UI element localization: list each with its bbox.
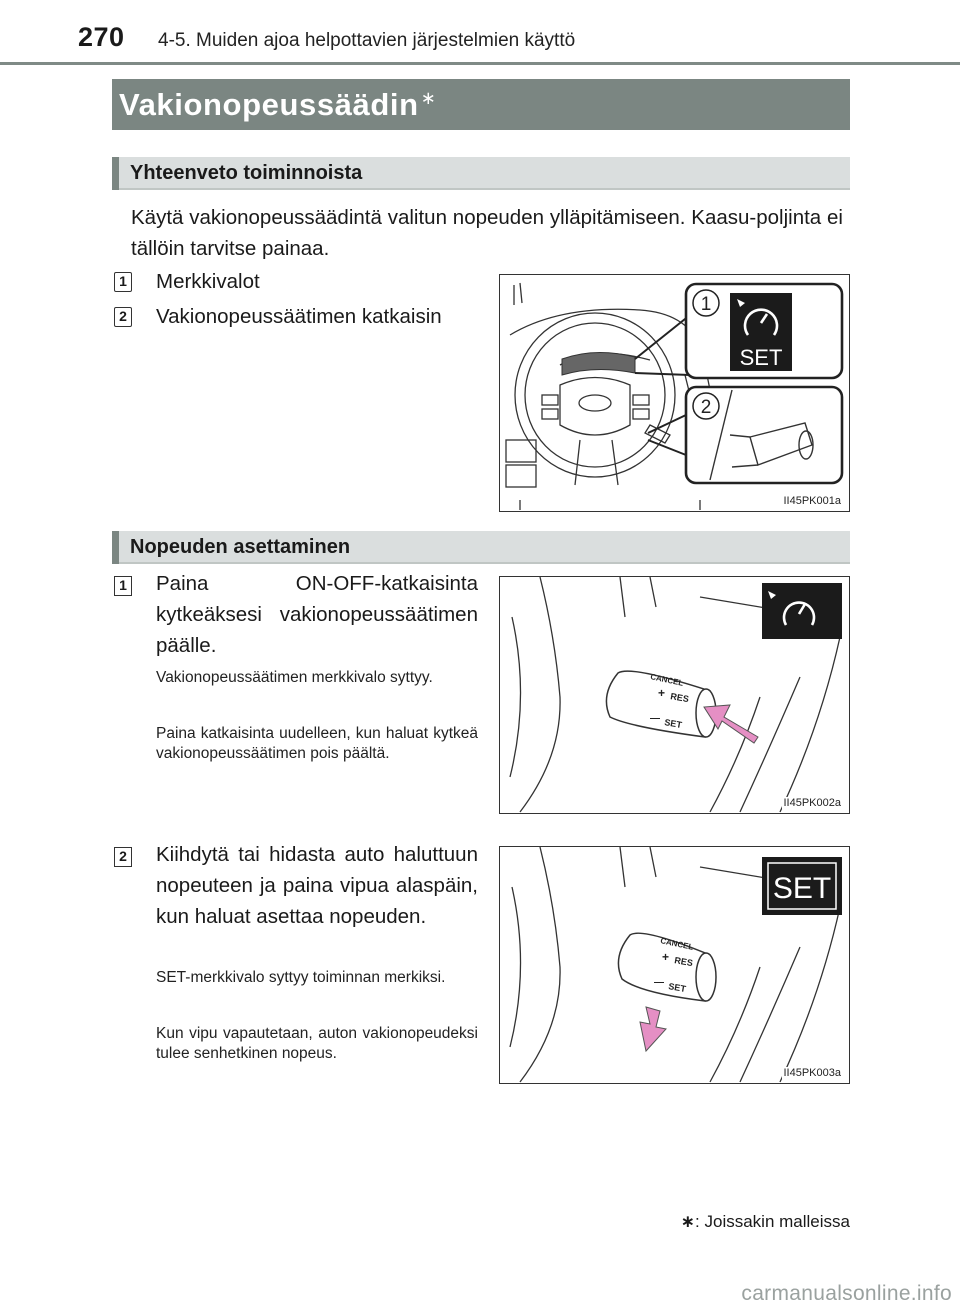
- watermark-text: carmanualsonline.info: [741, 1282, 952, 1305]
- item-label-1: Merkkivalot: [156, 270, 260, 293]
- subheading-setting-text: Nopeuden asettaminen: [130, 536, 351, 558]
- lever-illustration-2: [500, 847, 851, 1085]
- lever-2-set-label: SET: [667, 981, 687, 995]
- step-1-note-1: Vakionopeussäätimen merkkivalo syttyy.: [156, 669, 433, 686]
- lever-minus-label: —: [650, 713, 660, 724]
- section-title-mark: ∗: [420, 88, 437, 108]
- lever-plus-label: +: [658, 686, 666, 700]
- step-1-note-2: Paina katkaisinta uudelleen, kun haluat kytkeä vakionopeussäätimen pois päältä.: [156, 725, 478, 762]
- step-number-1: 1: [114, 576, 132, 596]
- set-indicator-2-text: SET: [772, 872, 832, 905]
- step-number-2: 2: [114, 847, 132, 867]
- figure-dashboard-overview: [499, 274, 850, 512]
- lever-illustration-1: [500, 577, 851, 815]
- step-2-note-2: Kun vipu vapautetaan, auton vakionopeudeksi tulee senhetkinen nopeus.: [156, 1025, 478, 1062]
- figure-code-3: II45PK003a: [783, 1067, 841, 1079]
- dashboard-illustration: [500, 275, 851, 513]
- section-title: [112, 79, 850, 130]
- push-down-arrow-icon: [640, 1007, 666, 1051]
- item-number-2: 2: [114, 307, 132, 327]
- lever-2-res-label: RES: [673, 955, 694, 969]
- subheading-summary: [112, 157, 850, 190]
- lever-2-plus-label: +: [662, 950, 670, 964]
- figure-code-1: II45PK001a: [783, 495, 841, 507]
- lever-res-label: RES: [669, 691, 690, 705]
- callout-number-2: 2: [700, 397, 712, 418]
- lever-cancel-label: CANCEL: [649, 672, 685, 688]
- footnote: [681, 1212, 850, 1232]
- figure-on-off-switch: [499, 576, 850, 814]
- page-number: 270: [78, 22, 125, 52]
- subheading-summary-text: Yhteenveto toiminnoista: [130, 162, 363, 184]
- section-title-text: Vakionopeussäädin: [119, 87, 419, 122]
- subheading-setting: [112, 531, 850, 564]
- running-title: 4-5. Muiden ajoa helpottavien järjestelmien käyttö: [158, 30, 576, 51]
- set-indicator-text: SET: [739, 345, 783, 370]
- lever-2-cancel-label: CANCEL: [659, 936, 695, 952]
- item-label-2: Vakionopeussäätimen katkaisin: [156, 305, 442, 328]
- lever-set-label: SET: [663, 717, 683, 731]
- footnote-text: : Joissakin malleissa: [695, 1212, 850, 1231]
- callout-number-1: 1: [700, 294, 712, 315]
- footnote-mark: ∗: [680, 1212, 696, 1231]
- step-2-note-1: SET-merkkivalo syttyy toiminnan merkiksi.: [156, 969, 446, 986]
- lever-2-minus-label: —: [654, 977, 664, 988]
- figure-set-lever: [499, 846, 850, 1084]
- summary-intro: Käytä vakionopeussäädintä valitun nopeuden ylläpitämiseen. Kaasu-poljinta ei tällöin tarvitse painaa.: [131, 206, 843, 260]
- item-number-1: 1: [114, 272, 132, 292]
- step-1-text: Paina ON-OFF-katkaisinta kytkeäksesi vakionopeussäätimen päälle.: [156, 572, 478, 657]
- figure-code-2: II45PK002a: [783, 797, 841, 809]
- step-2-text: Kiihdytä tai hidasta auto haluttuun nopeuteen ja paina vipua alaspäin, kun haluat asettaa nopeuden.: [156, 843, 478, 928]
- header-divider: [0, 62, 960, 65]
